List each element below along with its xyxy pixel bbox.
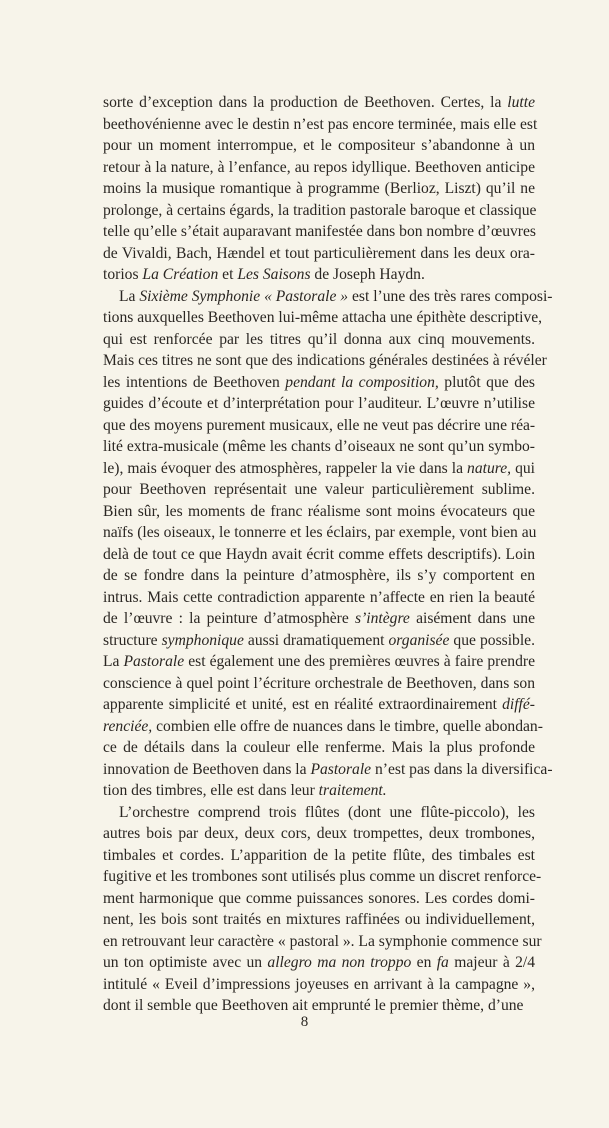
- text-run: combien elle offre de nuances dans le timbre, quelle abondan-: [152, 717, 543, 735]
- text-run: pour un moment interrompue, et le compositeur s’abandonne à un: [103, 137, 535, 154]
- text-run: retour à la nature, à l’enfance, au repos idyllique. Beethoven anticipe: [103, 158, 535, 176]
- text-line: [103, 608, 535, 630]
- text-line: [103, 501, 535, 523]
- text-line: [103, 479, 535, 501]
- text-line: [103, 974, 535, 996]
- text-line: [103, 780, 535, 802]
- text-line: [103, 823, 535, 845]
- text-run: est également une des premières œuvres à faire prendre: [184, 653, 535, 670]
- text-run: telle qu’elle s’était auparavant manifestée dans bon nombre d’œuvres: [103, 223, 536, 240]
- text-run: que possible.: [449, 631, 535, 649]
- text-run: aisément dans une: [409, 610, 535, 627]
- text-run: qui: [511, 459, 536, 477]
- text-line: [103, 92, 535, 114]
- text-line: [103, 544, 535, 566]
- italic-text: renciée,: [103, 717, 153, 735]
- text-line: [103, 565, 535, 587]
- text-line: [103, 737, 535, 759]
- text-run: Bien sûr, les moments de franc réalisme sont moins évocateurs que: [103, 502, 535, 520]
- italic-text: La Création: [142, 266, 219, 283]
- text-run: de l’œuvre : la peinture d’atmosphère: [103, 610, 355, 627]
- text-line: [103, 866, 542, 888]
- text-line: [103, 264, 535, 286]
- paragraph: [103, 92, 538, 286]
- italic-text: Pastorale: [123, 653, 185, 670]
- italic-text: symphonique: [161, 631, 244, 649]
- italic-text: s’intègre: [355, 610, 410, 627]
- text-run: guides d’écoute et d’interprétation pour l’auditeur. L’œuvre n’utilise: [103, 395, 535, 412]
- paragraph: [103, 802, 542, 1017]
- italic-text: traitement.: [318, 782, 387, 799]
- text-line: [103, 522, 535, 544]
- italic-text: organisée: [388, 631, 450, 649]
- text-line: [103, 759, 553, 781]
- text-line: [103, 372, 535, 394]
- text-run: et: [218, 266, 238, 283]
- text-line: [103, 329, 535, 351]
- italic-text: Sixième Symphonie « Pastorale »: [139, 287, 349, 305]
- text-run: un ton optimiste avec un: [103, 954, 268, 971]
- paragraph: [103, 286, 553, 802]
- text-line: [103, 458, 535, 480]
- text-line: [103, 286, 553, 308]
- text-run: sorte d’exception dans la production de Beethoven. Certes, la: [103, 94, 508, 111]
- text-run: timbales et cordes. L’apparition de la petite flûte, des timbales est: [103, 846, 535, 864]
- italic-text: Les Saisons: [237, 266, 311, 283]
- italic-text: lutte: [507, 94, 535, 111]
- text-run: beethovénienne avec le destin n’est pas encore terminée, mais elle est: [103, 115, 538, 133]
- text-run: les intentions de Beethoven: [103, 373, 286, 391]
- text-line: [103, 307, 543, 329]
- italic-text: fa: [436, 954, 449, 971]
- text-run: apparente simplicité et unité, est en réalité extraordinairement: [103, 696, 503, 713]
- text-line: [103, 135, 535, 157]
- text-run: intrus. Mais cette contradiction apparente n’affecte en rien la beauté: [103, 588, 535, 606]
- text-run: naïfs (les oiseaux, le tonnerre et les éclairs, par exemple, vont bien au: [103, 524, 537, 541]
- text-run: tion des timbres, elle est dans leur: [103, 782, 319, 799]
- text-run: dont il semble que Beethoven ait emprunté le premier thème, d’une: [103, 997, 524, 1014]
- text-run: La: [119, 287, 140, 305]
- text-run: ce de détails dans la couleur elle renferme. Mais la plus profonde: [103, 739, 535, 756]
- text-run: lité extra-musicale (même les chants d’oiseaux ne sont qu’un symbo-: [103, 438, 535, 455]
- text-run: que des moyens purement musicaux, elle ne veut pas décrire une réa-: [103, 416, 536, 434]
- italic-text: allegro ma non troppo: [267, 954, 412, 971]
- italic-text: Pastorale: [310, 760, 372, 778]
- text-run: La: [103, 653, 124, 670]
- text-run: plutôt que des: [438, 373, 535, 391]
- text-line: [103, 436, 535, 458]
- body-text: [103, 92, 553, 1017]
- text-run: intitulé « Eveil d’impressions joyeuses en arrivant à la campagne »,: [103, 975, 535, 993]
- text-line: [103, 178, 535, 200]
- text-run: majeur à 2/4: [448, 954, 536, 971]
- text-run: de se fondre dans la peinture d’atmosphère, ils s’y comportent en: [103, 567, 535, 584]
- text-line: [103, 243, 535, 265]
- text-run: Mais ces titres ne sont que des indications générales destinées à révéler: [103, 352, 547, 369]
- page-number: 8: [300, 1014, 309, 1030]
- text-run: tions auxquelles Beethoven lui-même attacha une épithète descriptive,: [103, 309, 543, 326]
- text-line: [103, 673, 535, 695]
- text-line: [103, 845, 535, 867]
- text-line: [103, 651, 535, 673]
- text-run: de Joseph Haydn.: [310, 266, 425, 283]
- text-run: torios: [103, 266, 143, 283]
- text-line: [103, 157, 535, 179]
- text-run: est l’une des très rares composi-: [348, 287, 553, 305]
- text-run: innovation de Beethoven dans la: [103, 760, 311, 778]
- text-line: [103, 630, 535, 652]
- text-line: [103, 114, 538, 136]
- text-line: [103, 350, 547, 372]
- text-run: pour Beethoven représentait une valeur particulièrement sublime.: [103, 481, 535, 498]
- text-line: [103, 694, 535, 716]
- italic-text: diffé-: [502, 696, 535, 713]
- text-line: [103, 931, 542, 953]
- text-run: en retrouvant leur caractère « pastoral ». La symphonie commence sur: [103, 932, 542, 950]
- text-line: [103, 221, 535, 243]
- text-run: le), mais évoquer des atmosphères, rappeler la vie dans la: [103, 459, 468, 477]
- text-run: prolonge, à certains égards, la tradition pastorale baroque et classique: [103, 201, 537, 219]
- italic-text: nature,: [467, 459, 512, 477]
- text-run: conscience à quel point l’écriture orchestrale de Beethoven, dans son: [103, 674, 535, 692]
- text-line: [103, 888, 535, 910]
- text-run: de Vivaldi, Bach, Hændel et tout particulièrement dans les deux ora-: [103, 244, 535, 262]
- text-line: [103, 802, 535, 824]
- text-run: L’orchestre comprend trois flûtes (dont une flûte-piccolo), les: [119, 803, 535, 821]
- text-run: structure: [103, 631, 162, 649]
- text-line: [103, 415, 535, 437]
- text-run: moins la musique romantique à programme (Berlioz, Liszt) qu’il ne: [103, 180, 535, 197]
- text-run: n’est pas dans la diversifica-: [371, 760, 553, 778]
- italic-text: pendant la composition,: [285, 373, 439, 391]
- text-line: [103, 200, 535, 222]
- text-run: fugitive et les trombones sont utilisés plus comme un discret renforce-: [103, 868, 542, 885]
- text-line: [103, 393, 535, 415]
- text-line: [103, 952, 535, 974]
- text-run: qui est renforcée par les titres qu’il donna aux cinq mouvements.: [103, 330, 535, 348]
- text-run: delà de tout ce que Haydn avait écrit comme effets descriptifs). Loin: [103, 545, 535, 563]
- text-run: aussi dramatiquement: [243, 631, 389, 649]
- text-line: [103, 909, 535, 931]
- text-run: en: [411, 954, 437, 971]
- text-run: ment harmonique que comme puissances sonores. Les cordes domi-: [103, 889, 535, 907]
- text-run: nent, les bois sont traités en mixtures raffinées ou individuellement,: [103, 911, 535, 928]
- text-line: [103, 716, 543, 738]
- text-line: [103, 587, 535, 609]
- text-run: autres bois par deux, deux cors, deux trompettes, deux trombones,: [103, 825, 535, 842]
